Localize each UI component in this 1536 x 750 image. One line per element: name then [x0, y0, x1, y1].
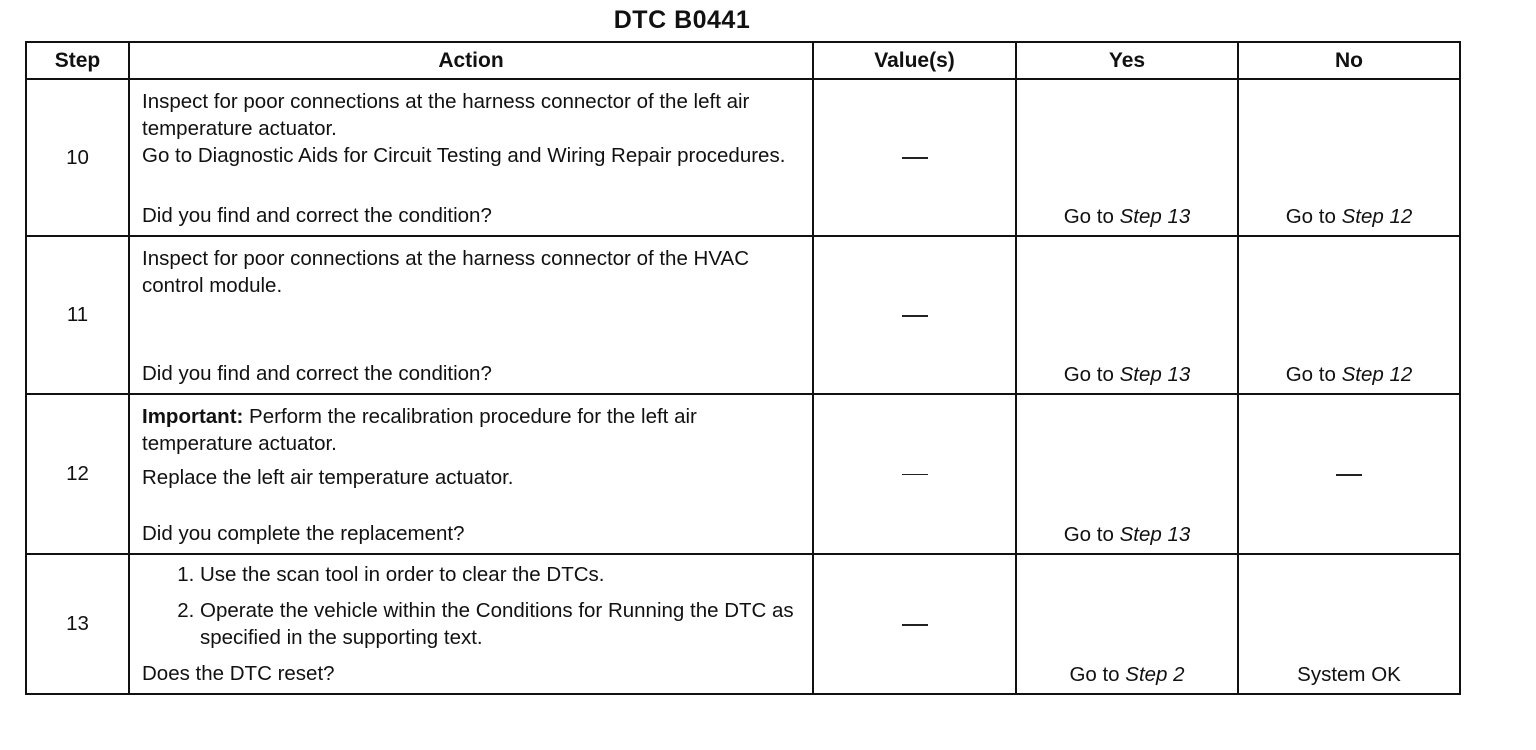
action-question: Did you find and correct the condition? [142, 362, 492, 385]
header-no: No [1238, 42, 1460, 79]
no-step-ref: Step 12 [1341, 363, 1413, 386]
action-text: Go to Diagnostic Aids for Circuit Testing and Wiring Repair procedures. [142, 144, 786, 167]
step-number: 12 [26, 394, 129, 554]
action-cell [129, 394, 813, 554]
important-text: Perform the recalibration procedure for the left air temperature actuator. [142, 405, 697, 455]
no-step-ref: Step 12 [1341, 205, 1413, 228]
yes-outcome: Go to Step 13 [1016, 79, 1238, 236]
document-title: DTC B0441 [613, 6, 751, 34]
no-outcome: System OK [1238, 554, 1460, 694]
value-cell [813, 236, 1016, 394]
action-list [142, 561, 804, 660]
diagnostic-table [25, 41, 1461, 695]
value-dash [902, 315, 928, 317]
header-yes: Yes [1016, 42, 1238, 79]
yes-step-ref: Step 13 [1119, 205, 1191, 228]
action-question: Did you complete the replacement? [142, 522, 465, 545]
no-outcome: Go to Step 12 [1238, 236, 1460, 394]
value-cell [813, 394, 1016, 554]
action-question: Did you find and correct the condition? [142, 204, 492, 227]
value-dash [902, 157, 928, 159]
action-text: Replace the left air temperature actuator. [142, 466, 514, 489]
list-item: 1. Use the scan tool in order to clear the DTCs. [200, 561, 804, 597]
table-row [26, 236, 1460, 394]
step-number: 13 [26, 554, 129, 694]
important-label: Important: [142, 405, 244, 428]
important-note [142, 403, 804, 457]
step-number: 10 [26, 79, 129, 236]
header-action: Action [129, 42, 813, 79]
value-cell [813, 554, 1016, 694]
action-question: Does the DTC reset? [142, 662, 335, 685]
list-item: 2. Operate the vehicle within the Conditions for Running the DTC as specified in the supporting text. [200, 597, 804, 660]
action-cell [129, 236, 813, 394]
action-cell [129, 79, 813, 236]
no-dash [1336, 474, 1362, 476]
value-dash [902, 474, 928, 475]
yes-outcome: Go to Step 13 [1016, 394, 1238, 554]
no-outcome [1238, 394, 1460, 554]
action-text: Inspect for poor connections at the harness connector of the left air temperature actuator. [142, 90, 750, 140]
no-outcome: Go to Step 12 [1238, 79, 1460, 236]
value-dash [902, 624, 928, 626]
header-values: Value(s) [813, 42, 1016, 79]
table-row [26, 79, 1460, 236]
header-step: Step [26, 42, 129, 79]
step-number: 11 [26, 236, 129, 394]
yes-step-ref: Step 13 [1119, 363, 1191, 386]
yes-outcome: Go to Step 2 [1016, 554, 1238, 694]
action-text: Inspect for poor connections at the harness connector of the HVAC control module. [142, 247, 749, 297]
table-row [26, 554, 1460, 694]
yes-step-ref: Step 13 [1119, 523, 1191, 546]
yes-outcome: Go to Step 13 [1016, 236, 1238, 394]
table-row [26, 394, 1460, 554]
value-cell [813, 79, 1016, 236]
table-header-row [26, 42, 1460, 79]
action-cell [129, 554, 813, 694]
yes-step-ref: Step 2 [1125, 663, 1185, 686]
